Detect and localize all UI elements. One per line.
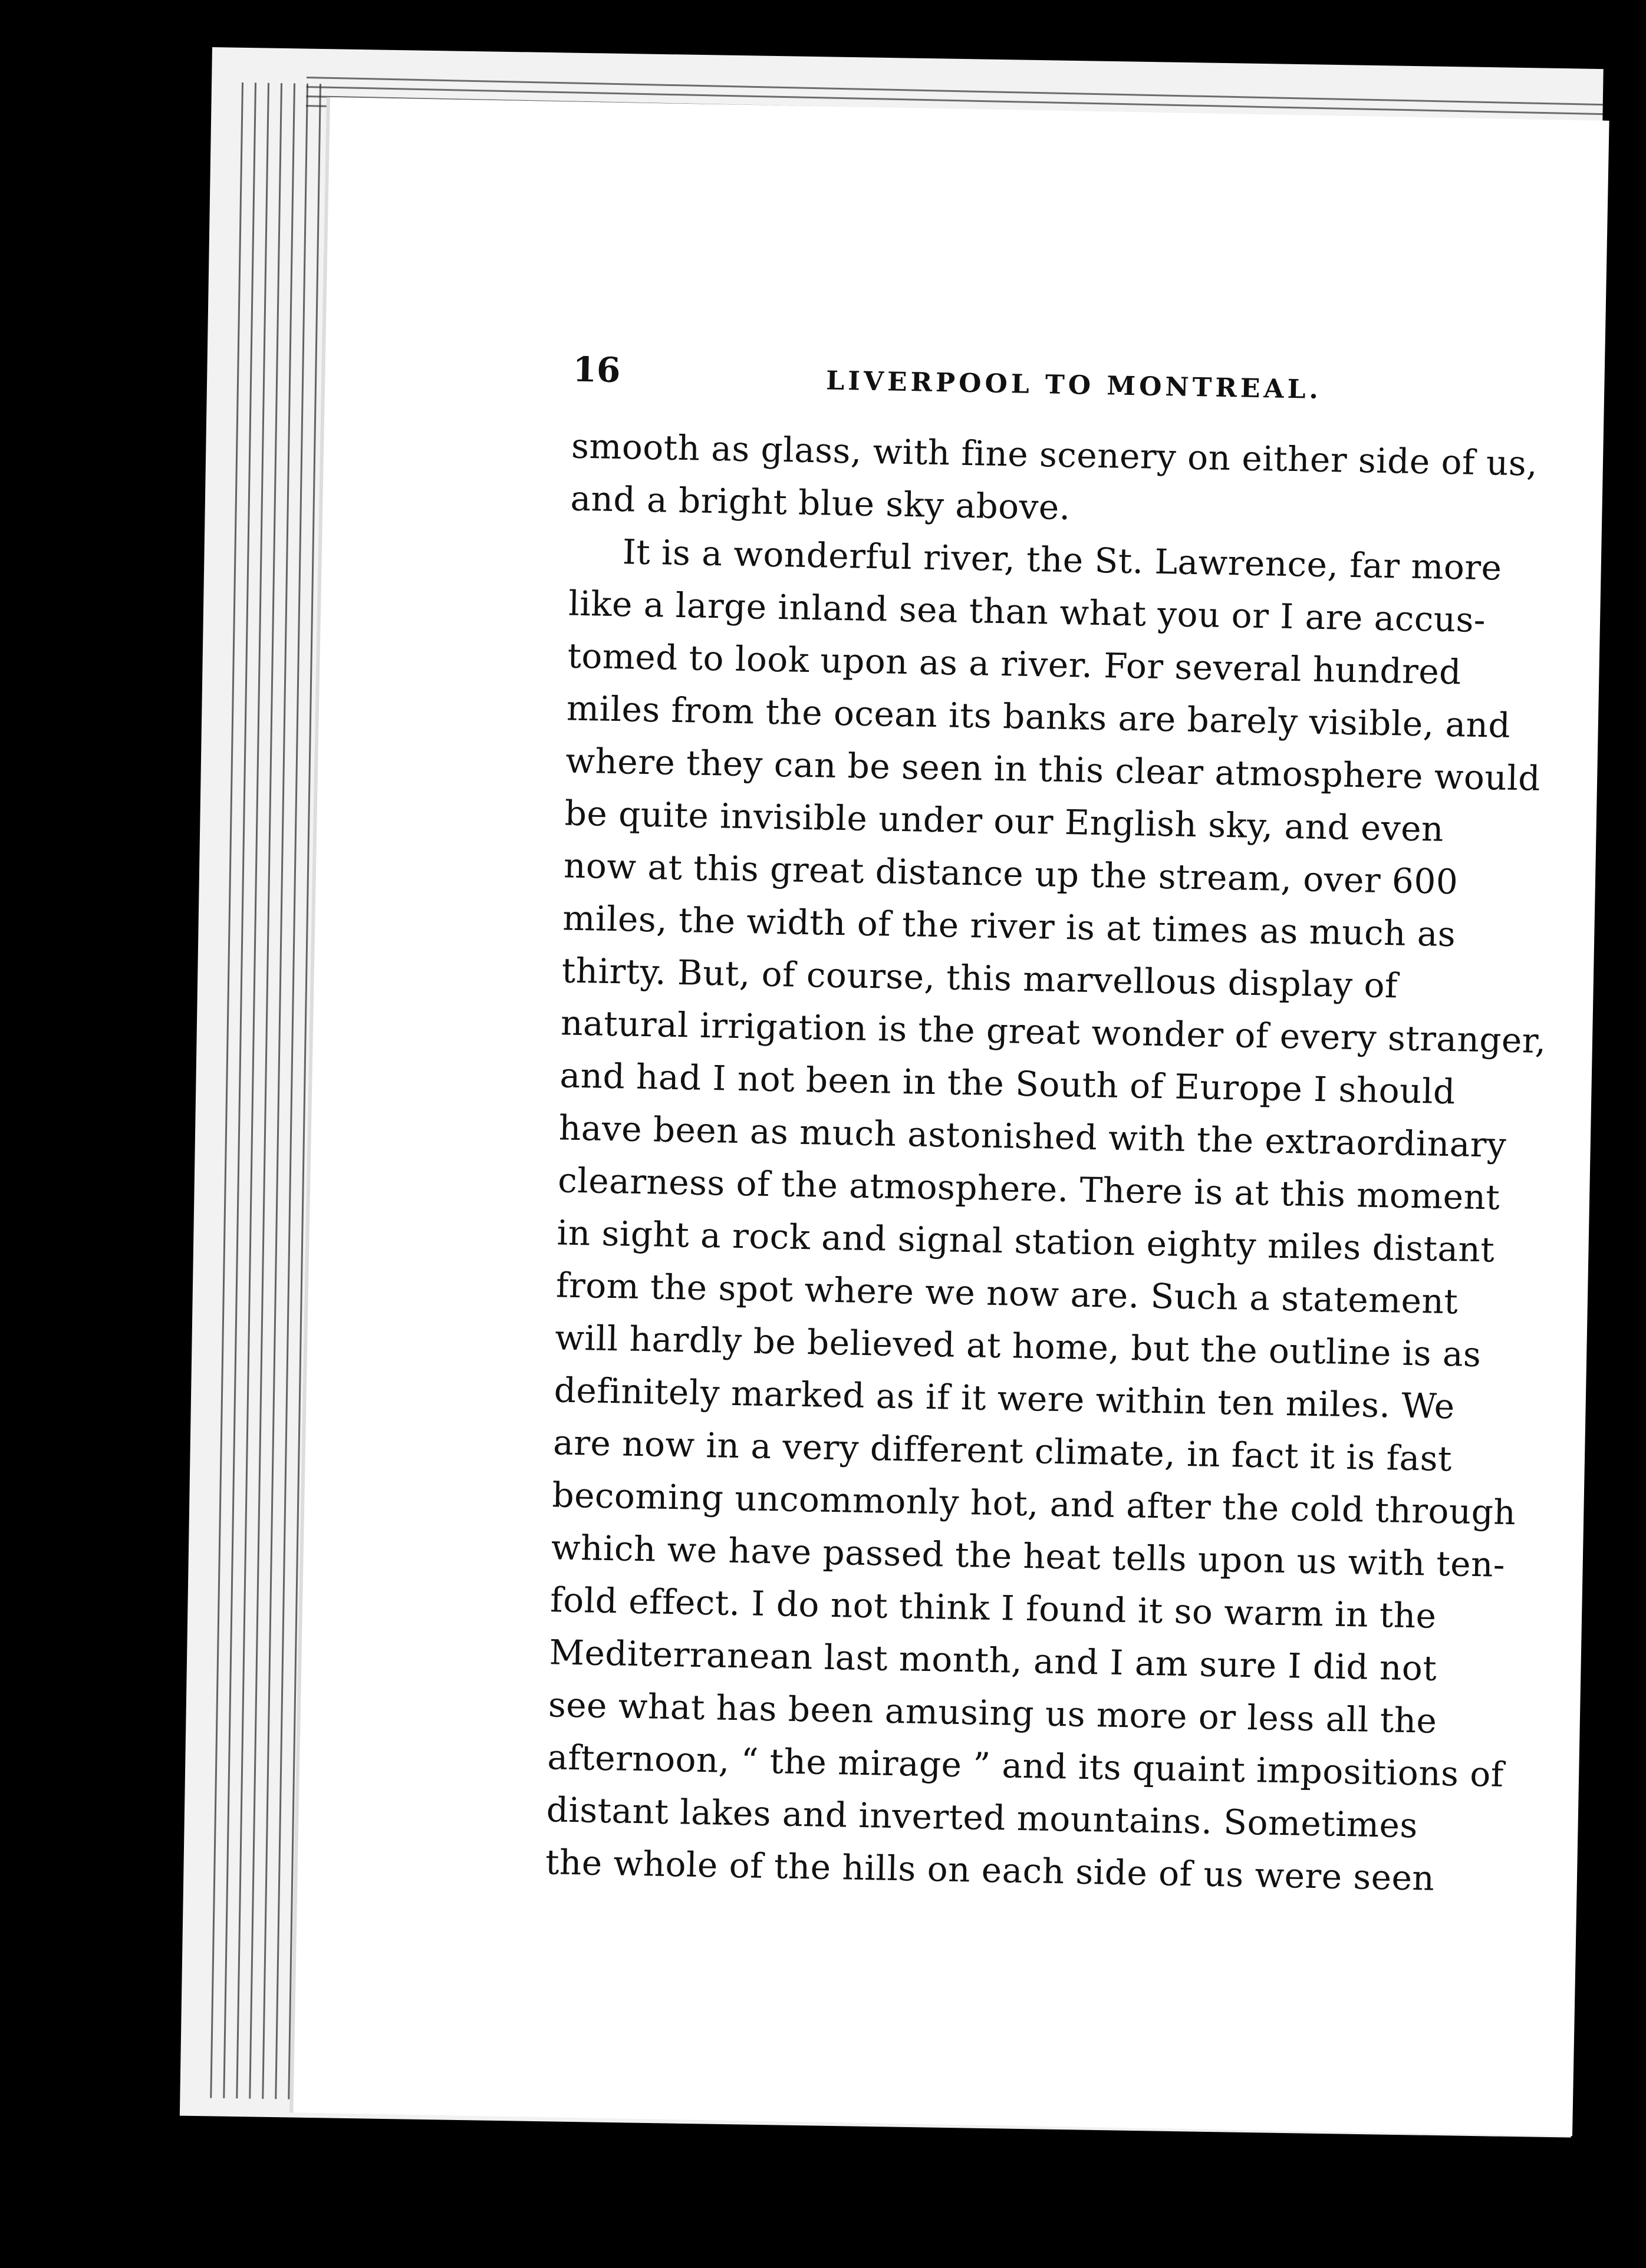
- text-line: fold effect. I do not think I found it so warm in the: [549, 1580, 1437, 1636]
- text-line: thirty. But, of course, this marvellous display of: [561, 950, 1398, 1006]
- text-line: clearness of the atmosphere. There is at this moment: [557, 1160, 1500, 1218]
- text-line: the whole of the hills on each side of us were seen: [545, 1842, 1435, 1898]
- text-line: Mediterranean last month, and I am sure I did not: [549, 1632, 1437, 1689]
- text-line: have been as much astonished with the extraordinary: [558, 1107, 1507, 1165]
- text-line: miles, the width of the river is at times as much as: [562, 898, 1456, 955]
- text-line: afternoon, “ the mirage ” and its quaint impositions of: [547, 1737, 1505, 1795]
- text-line: and had I not been in the South of Europe I should: [559, 1055, 1456, 1112]
- text-line: distant lakes and inverted mountains. Sometimes: [546, 1789, 1418, 1846]
- text-line: see what has been amusing us more or less all the: [548, 1684, 1437, 1741]
- text-line: It is a wonderful river, the St. Lawrence, far more: [622, 532, 1503, 588]
- text-line: definitely marked as if it were within ten miles. We: [554, 1370, 1456, 1427]
- body-text: [545, 420, 1547, 1906]
- text-line: natural irrigation is the great wonder of every stranger,: [560, 1003, 1547, 1062]
- text-line: from the spot where we now are. Such a statement: [555, 1265, 1459, 1322]
- text-line: smooth as glass, with fine scenery on either side of us,: [571, 426, 1538, 484]
- page-content: [545, 349, 1547, 1906]
- text-line: are now in a very different climate, in fact it is fast: [552, 1422, 1453, 1479]
- text-line: be quite invisible under our English sky, and even: [564, 793, 1444, 849]
- text-line: like a large inland sea than what you or I are accus-: [568, 583, 1486, 641]
- text-line: will hardly be believed at home, but the outline is as: [554, 1317, 1482, 1375]
- text-line: tomed to look upon as a river. For several hundred: [567, 635, 1462, 693]
- book-page: [293, 97, 1609, 2136]
- text-line: and a bright blue sky above.: [569, 478, 1071, 528]
- text-line: where they can be seen in this clear atmosphere would: [565, 740, 1541, 799]
- text-line: which we have passed the heat tells upon us with ten-: [551, 1527, 1506, 1585]
- running-title: LIVERPOOL TO MONTREAL.: [825, 365, 1322, 405]
- running-head: [572, 350, 1528, 420]
- text-line: miles from the ocean its banks are barely visible, and: [566, 688, 1511, 746]
- page-number: 16: [572, 349, 621, 391]
- text-line: becoming uncommonly hot, and after the cold through: [551, 1475, 1516, 1533]
- text-line: now at this great distance up the stream, over 600: [563, 845, 1459, 902]
- text-line: in sight a rock and signal station eighty miles distant: [557, 1212, 1495, 1270]
